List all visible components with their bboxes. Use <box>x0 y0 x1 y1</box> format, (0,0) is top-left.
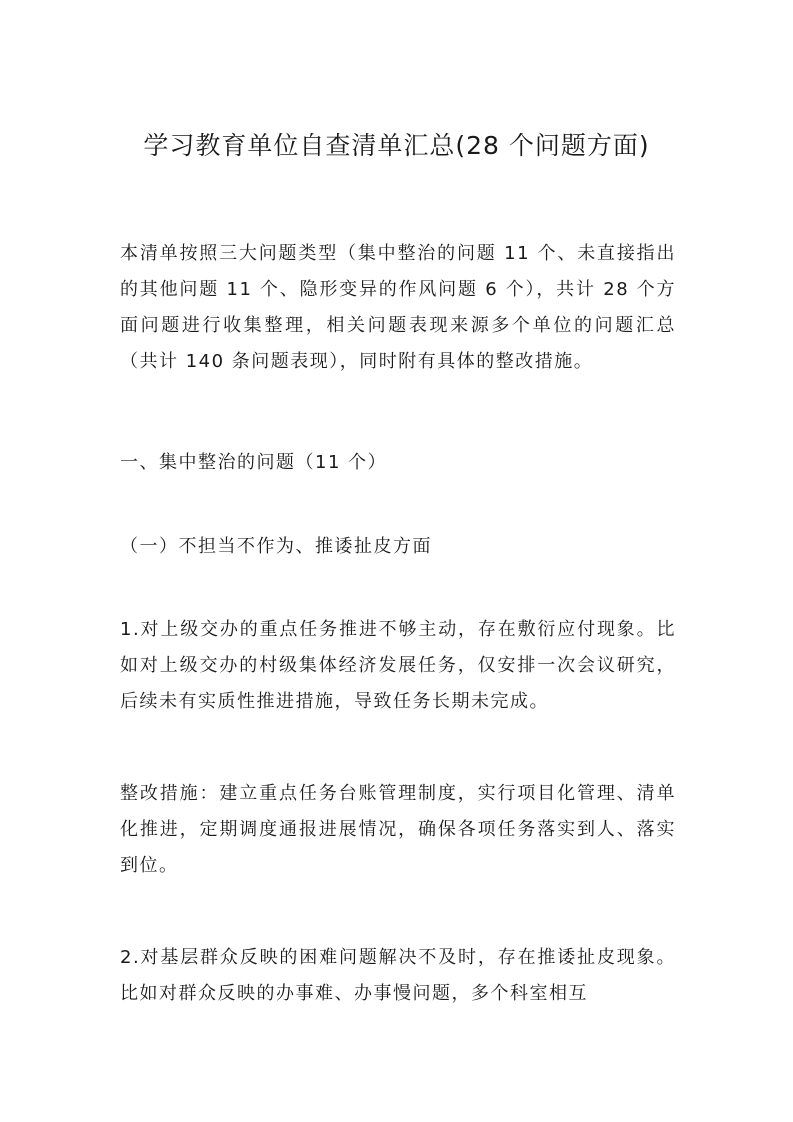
subsection-heading: （一）不担当不作为、推诿扯皮方面 <box>120 536 432 557</box>
rectification-measure-1: 整改措施：建立重点任务台账管理制度，实行项目化管理、清单化推进，定期调度通报进展情况，确保各项任务落实到人、落实到位。 <box>120 783 676 876</box>
issue-item-1: 1.对上级交办的重点任务推进不够主动，存在敷衍应付现象。比如对上级交办的村级集体经济发展任务，仅安排一次会议研究，后续未有实质性推进措施，导致任务长期未完成。 <box>120 619 676 712</box>
section-heading: 一、集中整治的问题（11 个） <box>120 452 388 473</box>
intro-paragraph: 本清单按照三大问题类型（集中整治的问题 11 个、未直接指出的其他问题 11 个、隐形变异的作风问题 6 个），共计 28 个方面问题进行收集整理，相关问题表现来源多个单位的问题汇总（共计 140 条问题表现），同时附有具体的整改措施。 <box>120 243 676 372</box>
document-title: 学习教育单位自查清单汇总(28 个问题方面) <box>143 131 650 160</box>
issue-item-2: 2.对基层群众反映的困难问题解决不及时，存在推诿扯皮现象。比如对群众反映的办事难、办事慢问题，多个科室相互 <box>120 947 676 1004</box>
